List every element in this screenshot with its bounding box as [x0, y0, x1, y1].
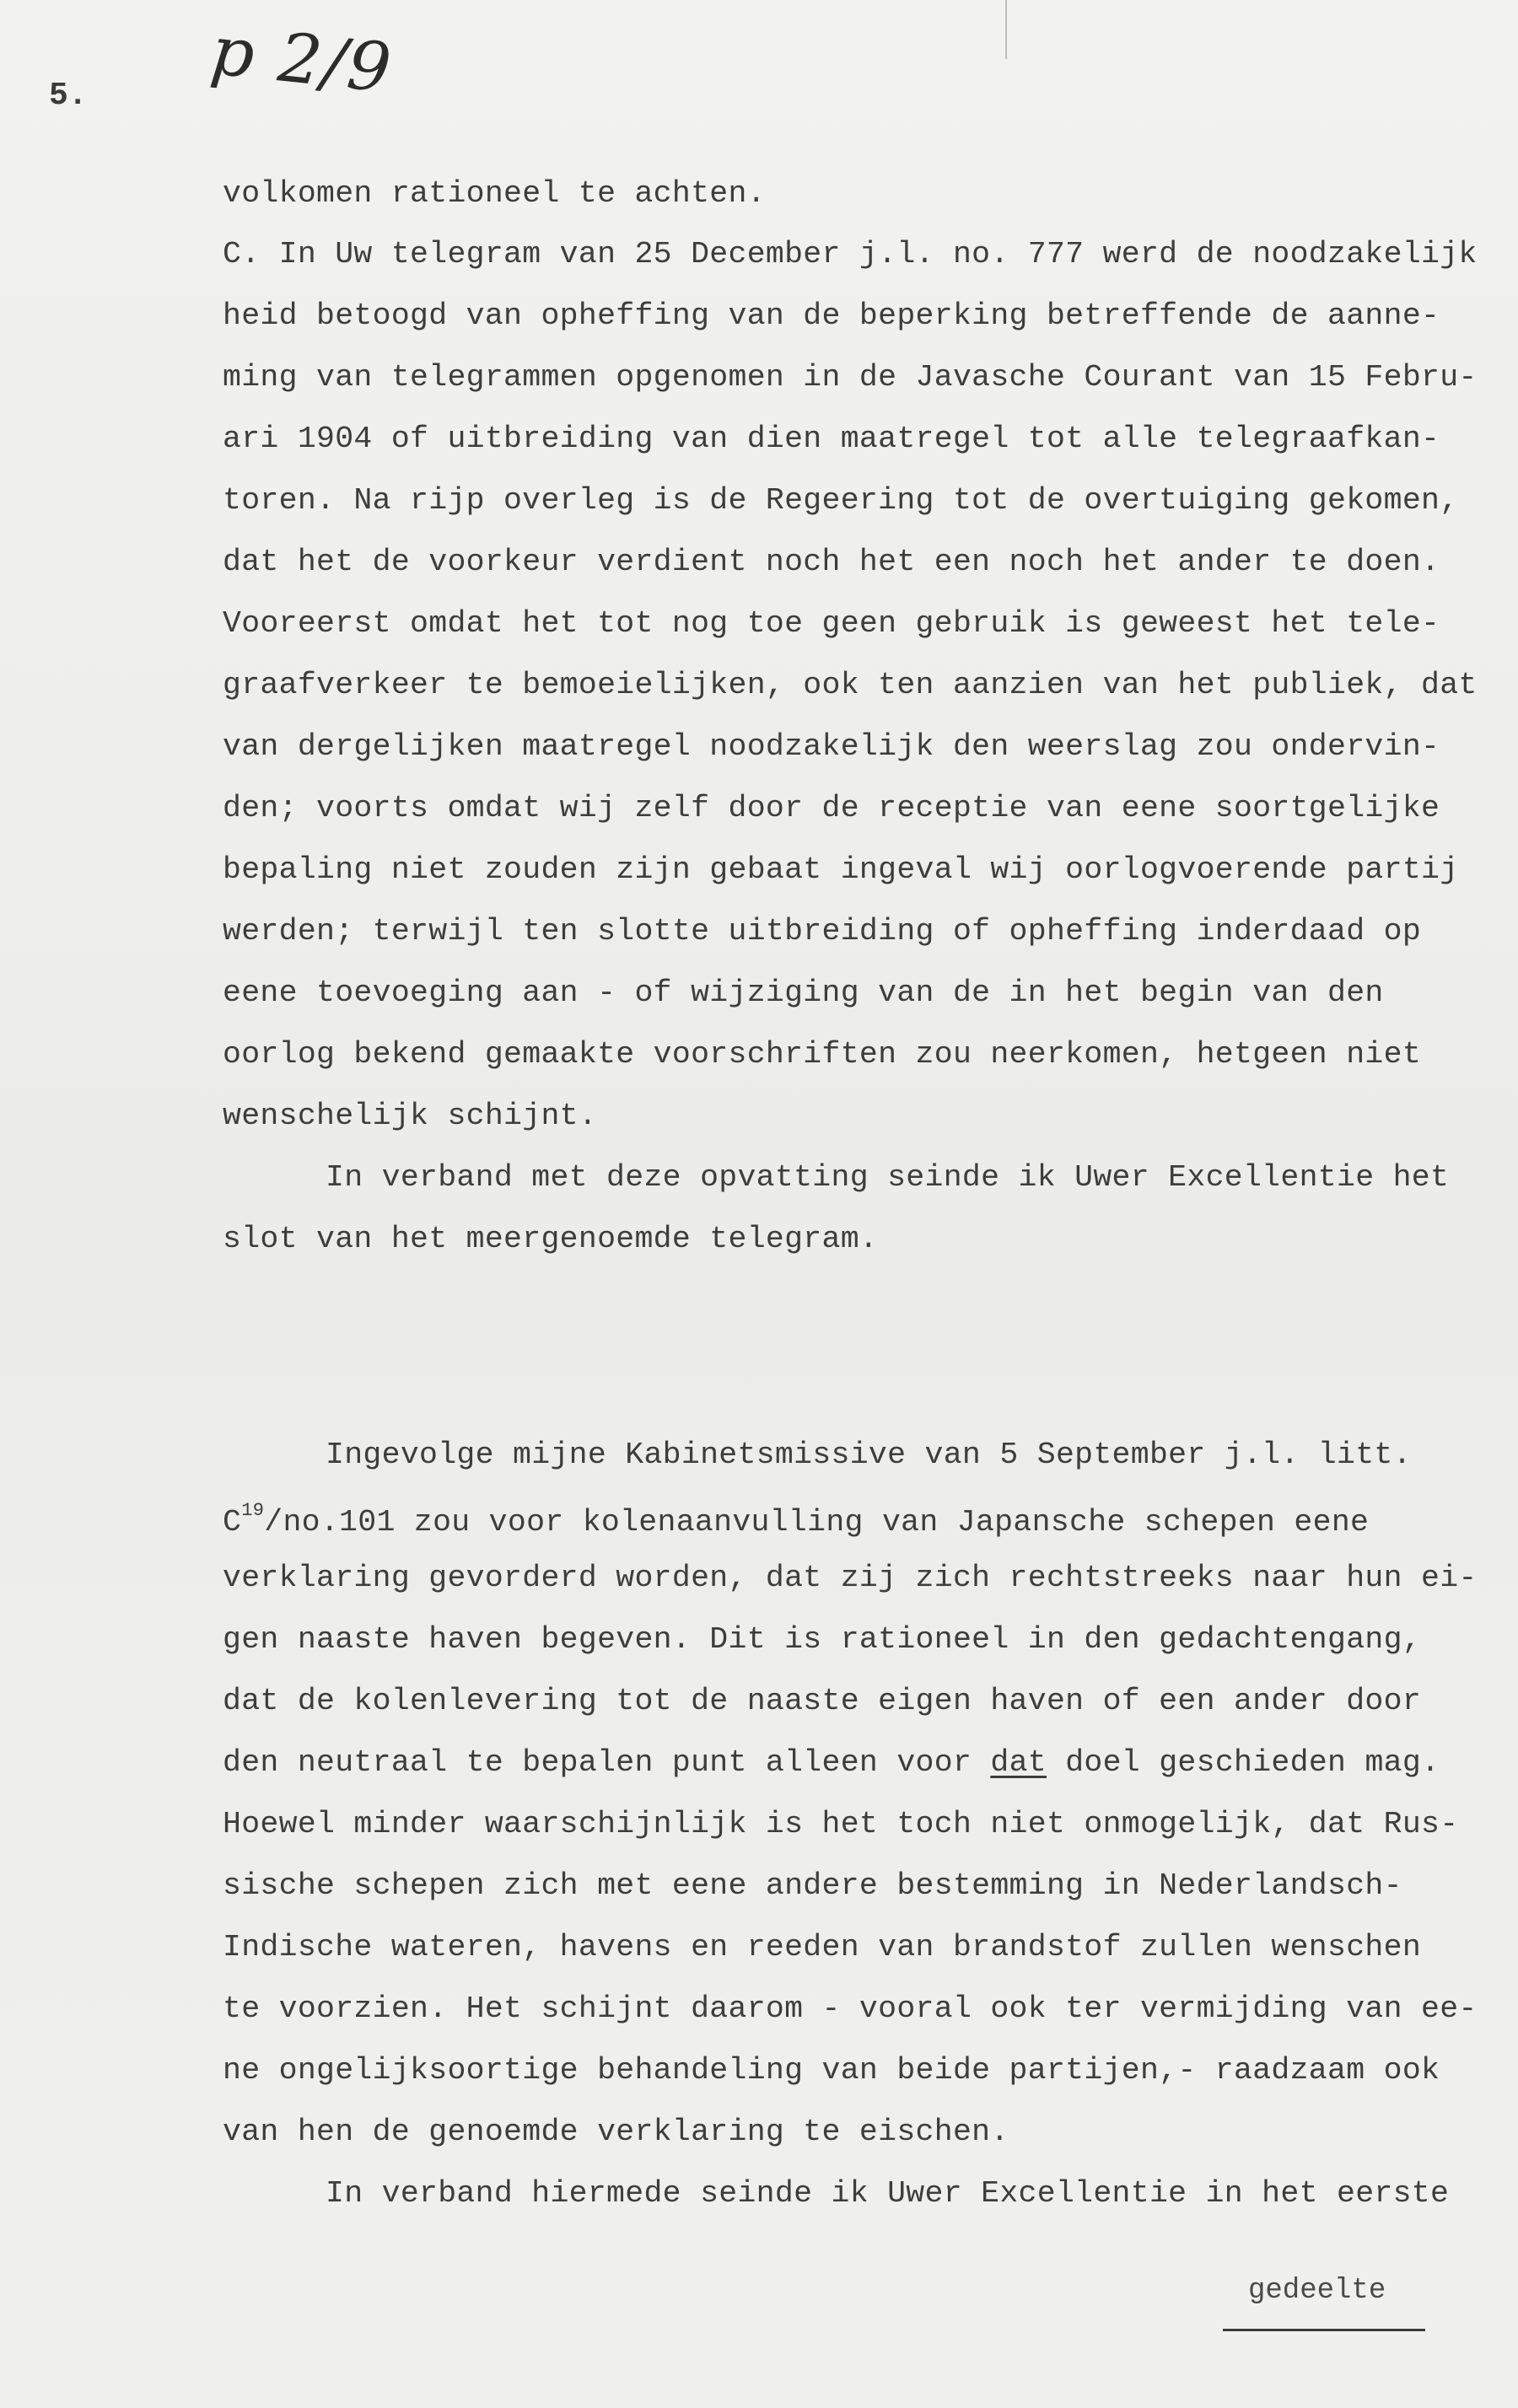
catchword-underline: [1223, 2329, 1425, 2331]
text-line: slot van het meergenoemde telegram.: [223, 1222, 879, 1256]
superscript: 19: [241, 1500, 265, 1521]
text-line: Indische wateren, havens en reeden van brandstof zullen wenschen: [223, 1930, 1422, 1965]
text-line: dat het de voorkeur verdient noch het een noch het ander te doen.: [223, 545, 1440, 579]
text-segment: C: [223, 1505, 242, 1540]
text-line: Ingevolge mijne Kabinetsmissive van 5 September j.l. litt.: [326, 1438, 1412, 1472]
text-line: den; voorts omdat wij zelf door de receptie van eene soortgelijke: [223, 791, 1440, 825]
text-line: oorlog bekend gemaakte voorschriften zou neerkomen, hetgeen niet: [223, 1037, 1422, 1072]
text-line: bepaling niet zouden zijn gebaat ingeval wij oorlogvoerende partij: [223, 852, 1459, 887]
text-line: toren. Na rijp overleg is de Regeering tot de overtuiging gekomen,: [223, 483, 1459, 518]
catchword: gedeelte: [1248, 2275, 1386, 2307]
underlined-word: dat: [990, 1745, 1047, 1780]
handwritten-folio-number: p 2/9: [207, 10, 396, 109]
text-line: In verband hiermede seinde ik Uwer Excellentie in het eerste: [326, 2176, 1450, 2211]
text-line: van hen de genoemde verklaring te eischen.: [223, 2115, 1009, 2149]
text-line: te voorzien. Het schijnt daarom - vooral ook ter vermijding van ee-: [223, 1991, 1478, 2026]
text-line: ari 1904 of uitbreiding van dien maatregel tot alle telegraafkan-: [223, 422, 1440, 456]
text-line: In verband met deze opvatting seinde ik Uwer Excellentie het: [326, 1160, 1450, 1195]
fold-mark: [1005, 0, 1007, 59]
text-line: graafverkeer te bemoeielijken, ook ten aanzien van het publiek, dat: [223, 668, 1478, 702]
text-segment: den neutraal te bepalen punt alleen voor: [223, 1745, 991, 1780]
text-line: ne ongelijksoortige behandeling van beide partijen,- raadzaam ook: [223, 2053, 1440, 2088]
text-segment: doel geschieden mag.: [1046, 1745, 1440, 1780]
text-line: C. In Uw telegram van 25 December j.l. no. 777 werd de noodzakelijk: [223, 237, 1478, 271]
text-line: werden; terwijl ten slotte uitbreiding of opheffing inderdaad op: [223, 914, 1422, 949]
text-line: Vooreerst omdat het tot nog toe geen gebruik is geweest het tele-: [223, 606, 1440, 641]
text-line: volkomen rationeel te achten.: [223, 176, 766, 211]
text-line: ming van telegrammen opgenomen in de Javasche Courant van 15 Febru-: [223, 360, 1478, 395]
text-line: [223, 1502, 1369, 1539]
text-line: dat de kolenlevering tot de naaste eigen haven of een ander door: [223, 1684, 1422, 1718]
text-line: sische schepen zich met eene andere bestemming in Nederlandsch-: [223, 1868, 1402, 1903]
text-line: wenschelijk schijnt.: [223, 1099, 598, 1133]
text-line: Hoewel minder waarschijnlijk is het toch niet onmogelijk, dat Rus-: [223, 1807, 1459, 1841]
text-line: eene toevoeging aan - of wijziging van de in het begin van den: [223, 976, 1384, 1010]
text-line: [223, 1745, 1440, 1780]
text-segment: /no.101 zou voor kolenaanvulling van Japansche schepen eene: [264, 1505, 1370, 1540]
text-line: verklaring gevorderd worden, dat zij zich rechtstreeks naar hun ei-: [223, 1561, 1478, 1595]
text-line: heid betoogd van opheffing van de beperking betreffende de aanne-: [223, 298, 1440, 333]
text-line: van dergelijken maatregel noodzakelijk den weerslag zou ondervin-: [223, 729, 1440, 764]
text-line: gen naaste haven begeven. Dit is rationeel in den gedachtengang,: [223, 1622, 1422, 1657]
page-number: 5.: [49, 78, 88, 114]
